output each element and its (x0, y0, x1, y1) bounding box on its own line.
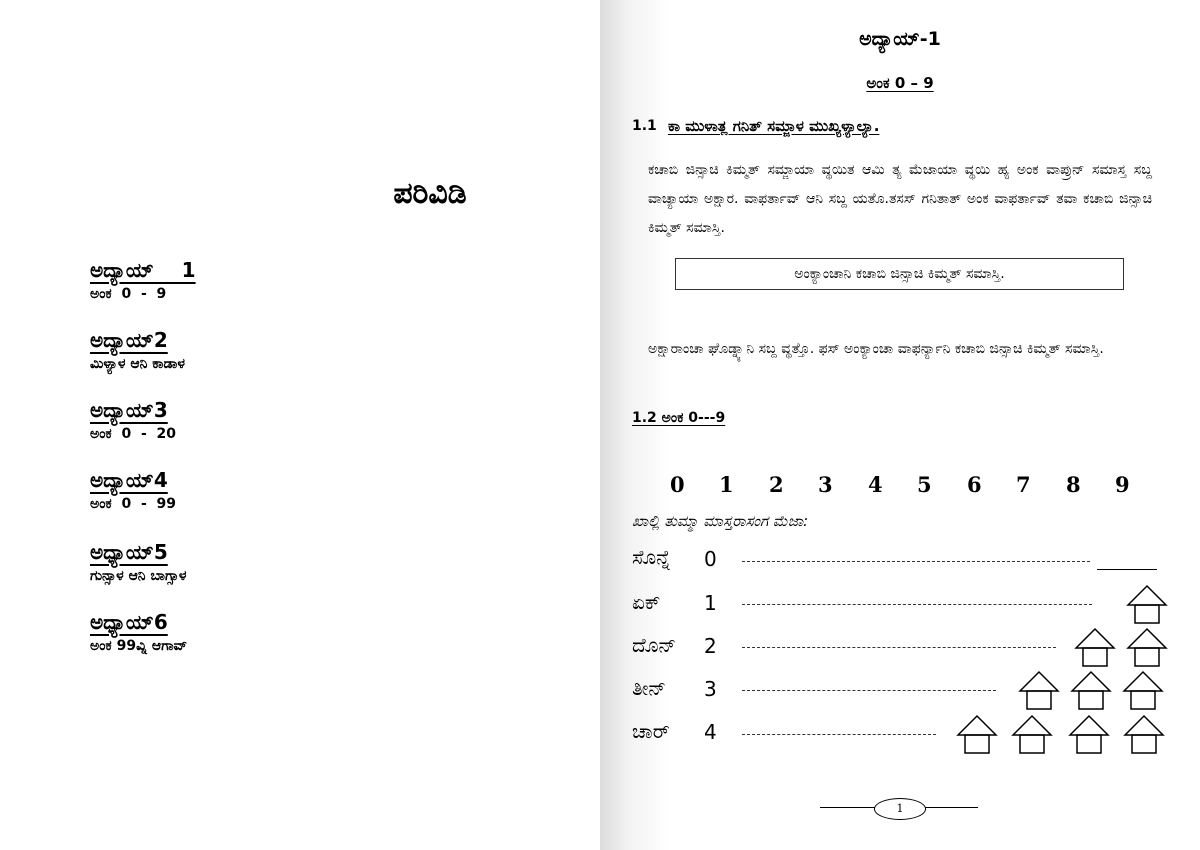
dashed-line (742, 561, 1090, 562)
toc-entry (90, 468, 176, 512)
toc-chapter-subtitle: ಅಂಕ 0 - 20 (90, 426, 177, 442)
house-icon (1011, 714, 1053, 756)
house-icon (1126, 627, 1168, 669)
house-icon (1068, 714, 1110, 756)
house-icon (1126, 584, 1168, 626)
house-icon (1122, 670, 1164, 712)
toc-title: ಪರಿವಿಡಿ (393, 176, 467, 211)
dashed-line (742, 690, 996, 691)
paragraph: ಅಕ್ಷಾರಾಂಚಾ ಘೊಡ್ನ್ಯಾನಿ ಸಬ್ದ ವ್ಥತ್ತೊ. ಫಸ್ ಅಂಕ್ಯಾಂಚಾ ವಾಫರ್ನ್ಯಾನಿ ಕಚಾಬಿ ಜಿನ್ಸಾಚಿ ಕಿಮ್ಮತ್ ಸಮಾಸ್ತಿ. (648, 341, 1104, 357)
digit: 5 (917, 472, 932, 497)
dashed-line (742, 647, 1056, 648)
toc-chapter-subtitle: ಅಂಕ 0 - 9 (90, 286, 167, 302)
chapter-title: ಅದ್ಯಾಯ್-1 (859, 28, 941, 50)
toc-chapter-subtitle: ಅಂಕ 99ವ್ನಿ ಆಗಾವ್ (90, 638, 188, 654)
digit: 7 (1016, 472, 1031, 497)
section-number: 1.1 (632, 118, 657, 134)
house-icon (1018, 670, 1060, 712)
house-icon (956, 714, 998, 756)
toc-chapter-title: ಅಧ್ಯಾಯ್5 (90, 540, 168, 564)
number-digit: 4 (704, 720, 717, 744)
digit: 9 (1115, 472, 1130, 497)
digit: 4 (868, 472, 883, 497)
number-word: ಸೊನ್ನೆ (632, 545, 671, 569)
house-icon (1123, 714, 1165, 756)
toc-chapter-subtitle: ಗುನ್ಸಾಳ ಆನಿ ಬಾಗ್ಸಾಳ (90, 568, 187, 584)
toc-chapter-title: ಅಧ್ಯಾಯ್6 (90, 610, 168, 634)
number-digit: 0 (704, 547, 717, 571)
digit: 1 (719, 472, 734, 497)
number-word: ತೀನ್ (632, 676, 666, 700)
number-word: ಏಕ್ (632, 590, 661, 614)
digit: 0 (670, 472, 685, 497)
number-word: ಚಾರ್ (632, 719, 670, 743)
toc-chapter-title: ಅದ್ಯಾಯ್4 (90, 468, 168, 492)
paragraph: ಕಚಾಬಿ ಜಿನ್ಸಾಚಿ ಕಿಮ್ಮತ್ ಸಮ್ಜಾಯಾ ವ್ಥಯಿತ ಆಮಿ ತ್ಯ ಮೆಜಾಯಾ ವ್ಥಯಿ ಹ್ಯ ಅಂಕ ವಾಪ್ರುನ್ ಸಮಾಸ್ತ ಸಬ್ದ ವಾಚ್ಯಾಯಾ ಅಕ್ಷಾರ. ವಾಫರ್ತಾವ್ ಆನಿ ಸಬ್ದ ಯತೊ.ತಸಸ್ ಗನಿತಾತ್ ಅಂಕ ವಾಫರ್ತಾವ್ ತವಾ ಕಚಾಬಿ ಜಿನ್ಸಾಚಿ ಕಿಮ್ಮತ್ ಸಮಾಸ್ತಿ. (648, 162, 1152, 236)
digit: 6 (967, 472, 982, 497)
toc-entry (90, 540, 186, 584)
toc-entry (90, 610, 187, 654)
digit: 3 (818, 472, 833, 497)
chapter-subtitle: ಅಂಕ 0 – 9 (866, 74, 934, 92)
house-icon (1070, 670, 1112, 712)
number-digit: 3 (704, 677, 717, 701)
toc-chapter-title: ಅದ್ಯಾಯ್3 (90, 398, 168, 422)
toc-entry (90, 398, 176, 442)
digit: 2 (769, 472, 784, 497)
instruction-text: ಖಾಲ್ಲಿ ತುಮ್ಮಾ ಮಾಸ್ತರಾಸಂಗ ಮೆಜಾ: (632, 512, 809, 530)
page-number: 1 (874, 798, 926, 820)
dashed-line (742, 734, 936, 735)
number-digit: 1 (704, 591, 717, 615)
toc-chapter-subtitle: ಅಂಕ 0 - 99 (90, 496, 177, 512)
toc-entry (90, 258, 196, 302)
digit: 8 (1066, 472, 1081, 497)
toc-chapter-title: ಅದ್ಯಾಯ್2 (90, 328, 168, 352)
number-word: ದೊನ್ (632, 633, 677, 657)
section-title: 1.2 ಅಂಕ 0---9 (632, 410, 726, 426)
toc-chapter-subtitle: ಮಿಳ್ಯಾಳ ಆನಿ ಕಾಡಾಳ (90, 356, 185, 372)
empty-answer-line (1097, 569, 1157, 570)
house-icon (1074, 627, 1116, 669)
dashed-line (742, 604, 1092, 605)
toc-entry (90, 328, 185, 372)
section-title: ಕಾ ಮುಳಾತ್ಲ ಗನಿತ್ ಸಮ್ಜಾಳ ಮುಖ್ಯಳ್ಯಾಲ್ಯಾ. (668, 117, 880, 135)
number-digit: 2 (704, 634, 717, 658)
toc-chapter-title: ಅದ್ಯಾಯ್ 1 (90, 258, 196, 282)
highlight-box: ಅಂಕ್ಯಾಂಚಾನಿ ಕಚಾಬಿ ಜಿನ್ಸಾಚಿ ಕಿಮ್ಮತ್ ಸಮಾಸ್ತಿ. (675, 258, 1124, 290)
